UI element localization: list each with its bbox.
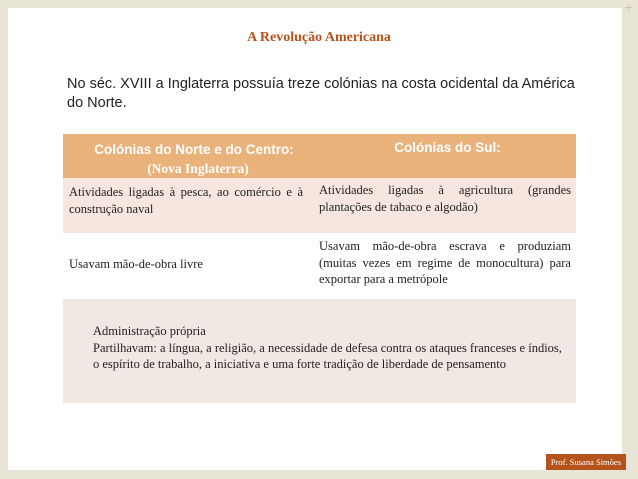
- table-row-common: [63, 299, 576, 403]
- slide-title: A Revolução Americana: [247, 30, 391, 45]
- table-row: [63, 234, 576, 298]
- south-activities-cell: Atividades ligadas à agricultura (grandes plantações de tabaco e algodão): [319, 183, 571, 214]
- common-features-cell: [93, 323, 563, 373]
- corner-cross-icon: [625, 4, 632, 11]
- south-labour-cell: Usavam mão-de-obra escrava e produziam (muitas vezes em regime de monocultura) para exportar para a metrópole: [319, 239, 571, 286]
- header-north-subtitle: (Nova Inglaterra): [147, 161, 249, 176]
- author-credit-badge: Prof. Susana Simões: [546, 454, 626, 470]
- common-shared-traits: Partilhavam: a língua, a religião, a necessidade de defesa contra os ataques franceses e índios, o espírito de trabalho, a iniciativa e uma forte tradição de liberdade de pensamento: [93, 340, 562, 371]
- header-north-title: Colónias do Norte e do Centro:: [94, 142, 294, 157]
- table-header: [63, 134, 576, 178]
- table-row: [63, 178, 576, 233]
- north-activities-cell: Atividades ligadas à pesca, ao comércio e à construção naval: [69, 185, 303, 216]
- header-north-colonies: [65, 140, 323, 178]
- intro-text: No séc. XVIII a Inglaterra possuía treze colónias na costa ocidental da América do Norte.: [67, 76, 575, 111]
- header-south-colonies: Colónias do Sul:: [394, 140, 501, 155]
- north-labour-cell: Usavam mão-de-obra livre: [69, 257, 203, 271]
- common-administration: Administração própria: [93, 324, 206, 338]
